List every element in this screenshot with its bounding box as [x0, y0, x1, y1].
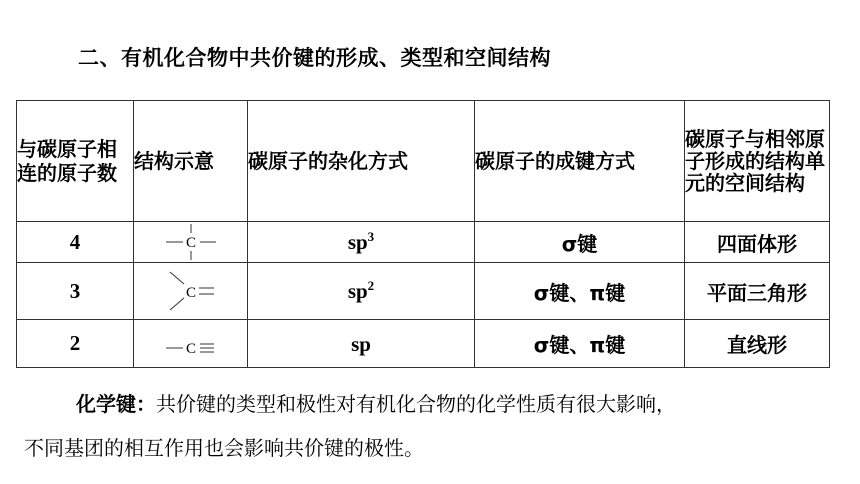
tetrahedral-carbon-icon — [134, 222, 248, 263]
paragraph-line-1: 化学键：共价键的类型和极性对有机化合物的化学性质有很大影响， — [76, 392, 676, 416]
spatial-shape-cell: 平面三角形 — [685, 263, 830, 320]
carbon-atom-label: C — [185, 340, 196, 357]
header-hybridization: 碳原子的杂化方式 — [248, 101, 475, 222]
bond-type-cell: σ键、π键 — [475, 320, 685, 368]
table-header-row — [17, 101, 830, 222]
spatial-shape-cell: 直线形 — [685, 320, 830, 368]
chemical-bond-term: 化学键： — [76, 392, 156, 416]
carbon-atom-label: C — [185, 235, 196, 251]
trigonal-carbon-icon — [134, 263, 248, 320]
hybridization-cell: sp — [248, 320, 475, 368]
section-title: 二、有机化合物中共价键的形成、类型和空间结构 — [78, 46, 551, 70]
table-row — [17, 222, 830, 263]
header-spatial-structure: 碳原子与相邻原子形成的结构单元的空间结构 — [685, 101, 830, 222]
header-structure: 结构示意 — [134, 101, 248, 222]
linear-carbon-icon — [134, 320, 248, 368]
table-row — [17, 263, 830, 320]
carbon-atom-label: C — [185, 285, 196, 301]
atom-count-cell: 2 — [17, 320, 134, 368]
table-row — [17, 320, 830, 368]
atom-count-cell: 3 — [17, 263, 134, 320]
header-bond-type: 碳原子的成键方式 — [475, 101, 685, 222]
bond-type-cell: σ键 — [475, 222, 685, 263]
bond-type-cell: σ键、π键 — [475, 263, 685, 320]
spatial-shape-cell: 四面体形 — [685, 222, 830, 263]
atom-count-cell: 4 — [17, 222, 134, 263]
paragraph-line-2: 不同基团的相互作用也会影响共价键的极性。 — [24, 436, 424, 460]
header-atom-count: 与碳原子相连的原子数 — [17, 101, 134, 222]
hybridization-cell: $sp^3$ — [248, 222, 475, 263]
hybridization-cell: $sp^2$ — [248, 263, 475, 320]
bond-table — [16, 100, 830, 368]
